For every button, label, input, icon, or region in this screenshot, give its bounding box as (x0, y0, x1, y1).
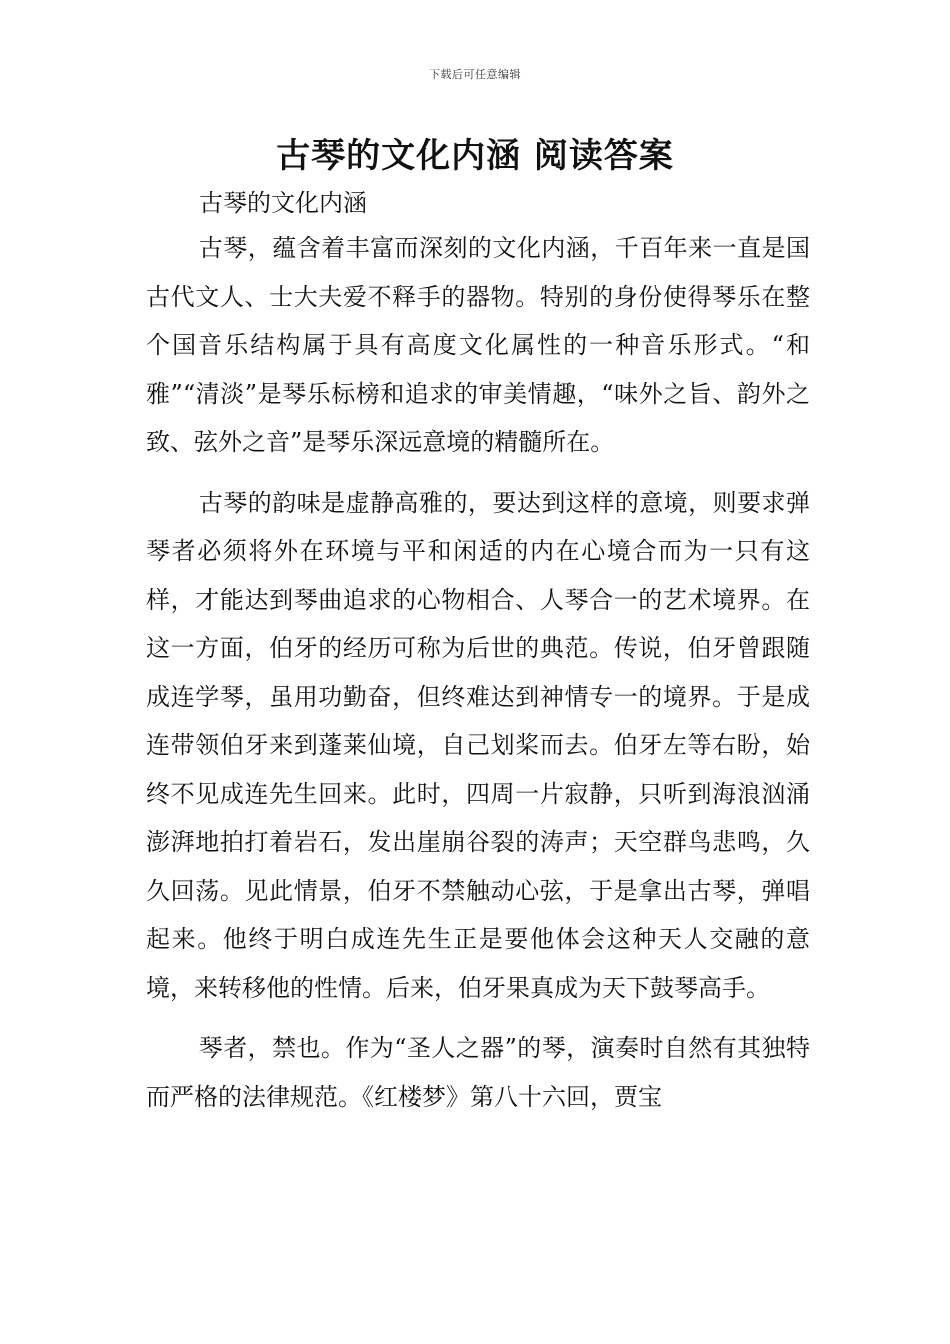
paragraph: 古琴，蕴含着丰富而深刻的文化内涵，千百年来一直是国古代文人、士大夫爱不释手的器物。特别的身份使得琴乐在整个国音乐结构属于具有高度文化属性的一种音乐形式。“和雅”“清淡”是琴乐标榜和追求的审美情趣，“味外之旨、韵外之致、弦外之音”是琴乐深远意境的精髓所在。 (146, 234, 810, 456)
header-note: 下载后可任意编辑 (429, 68, 521, 81)
document-body (146, 224, 810, 1133)
section-subtitle: 古琴的文化内涵 (199, 189, 367, 217)
paragraph: 古琴的韵味是虚静高雅的，要达到这样的意境，则要求弹琴者必须将外在环境与平和闲适的内在心境合而为一只有这样，才能达到琴曲追求的心物相合、人琴合一的艺术境界。在这一方面，伯牙的经历可称为后世的典范。传说，伯牙曾跟随成连学琴，虽用功勤奋，但终难达到神情专一的境界。于是成连带领伯牙来到蓬莱仙境，自己划桨而去。伯牙左等右盼，始终不见成连先生回来。此时，四周一片寂静，只听到海浪汹涌澎湃地拍打着岩石，发出崖崩谷裂的涛声；天空群鸟悲鸣，久久回荡。见此情景，伯牙不禁触动心弦，于是拿出古琴，弹唱起来。他终于明白成连先生正是要他体会这种天人交融的意境，来转移他的性情。后来，伯牙果真成为天下鼓琴高手。 (146, 488, 810, 1002)
page-title: 古琴的文化内涵 阅读答案 (276, 136, 674, 176)
paragraph: 琴者，禁也。作为“圣人之器”的琴，演奏时自然有其独特而严格的法律规范。《红楼梦》第八十六回，贾宝 (146, 1034, 810, 1111)
